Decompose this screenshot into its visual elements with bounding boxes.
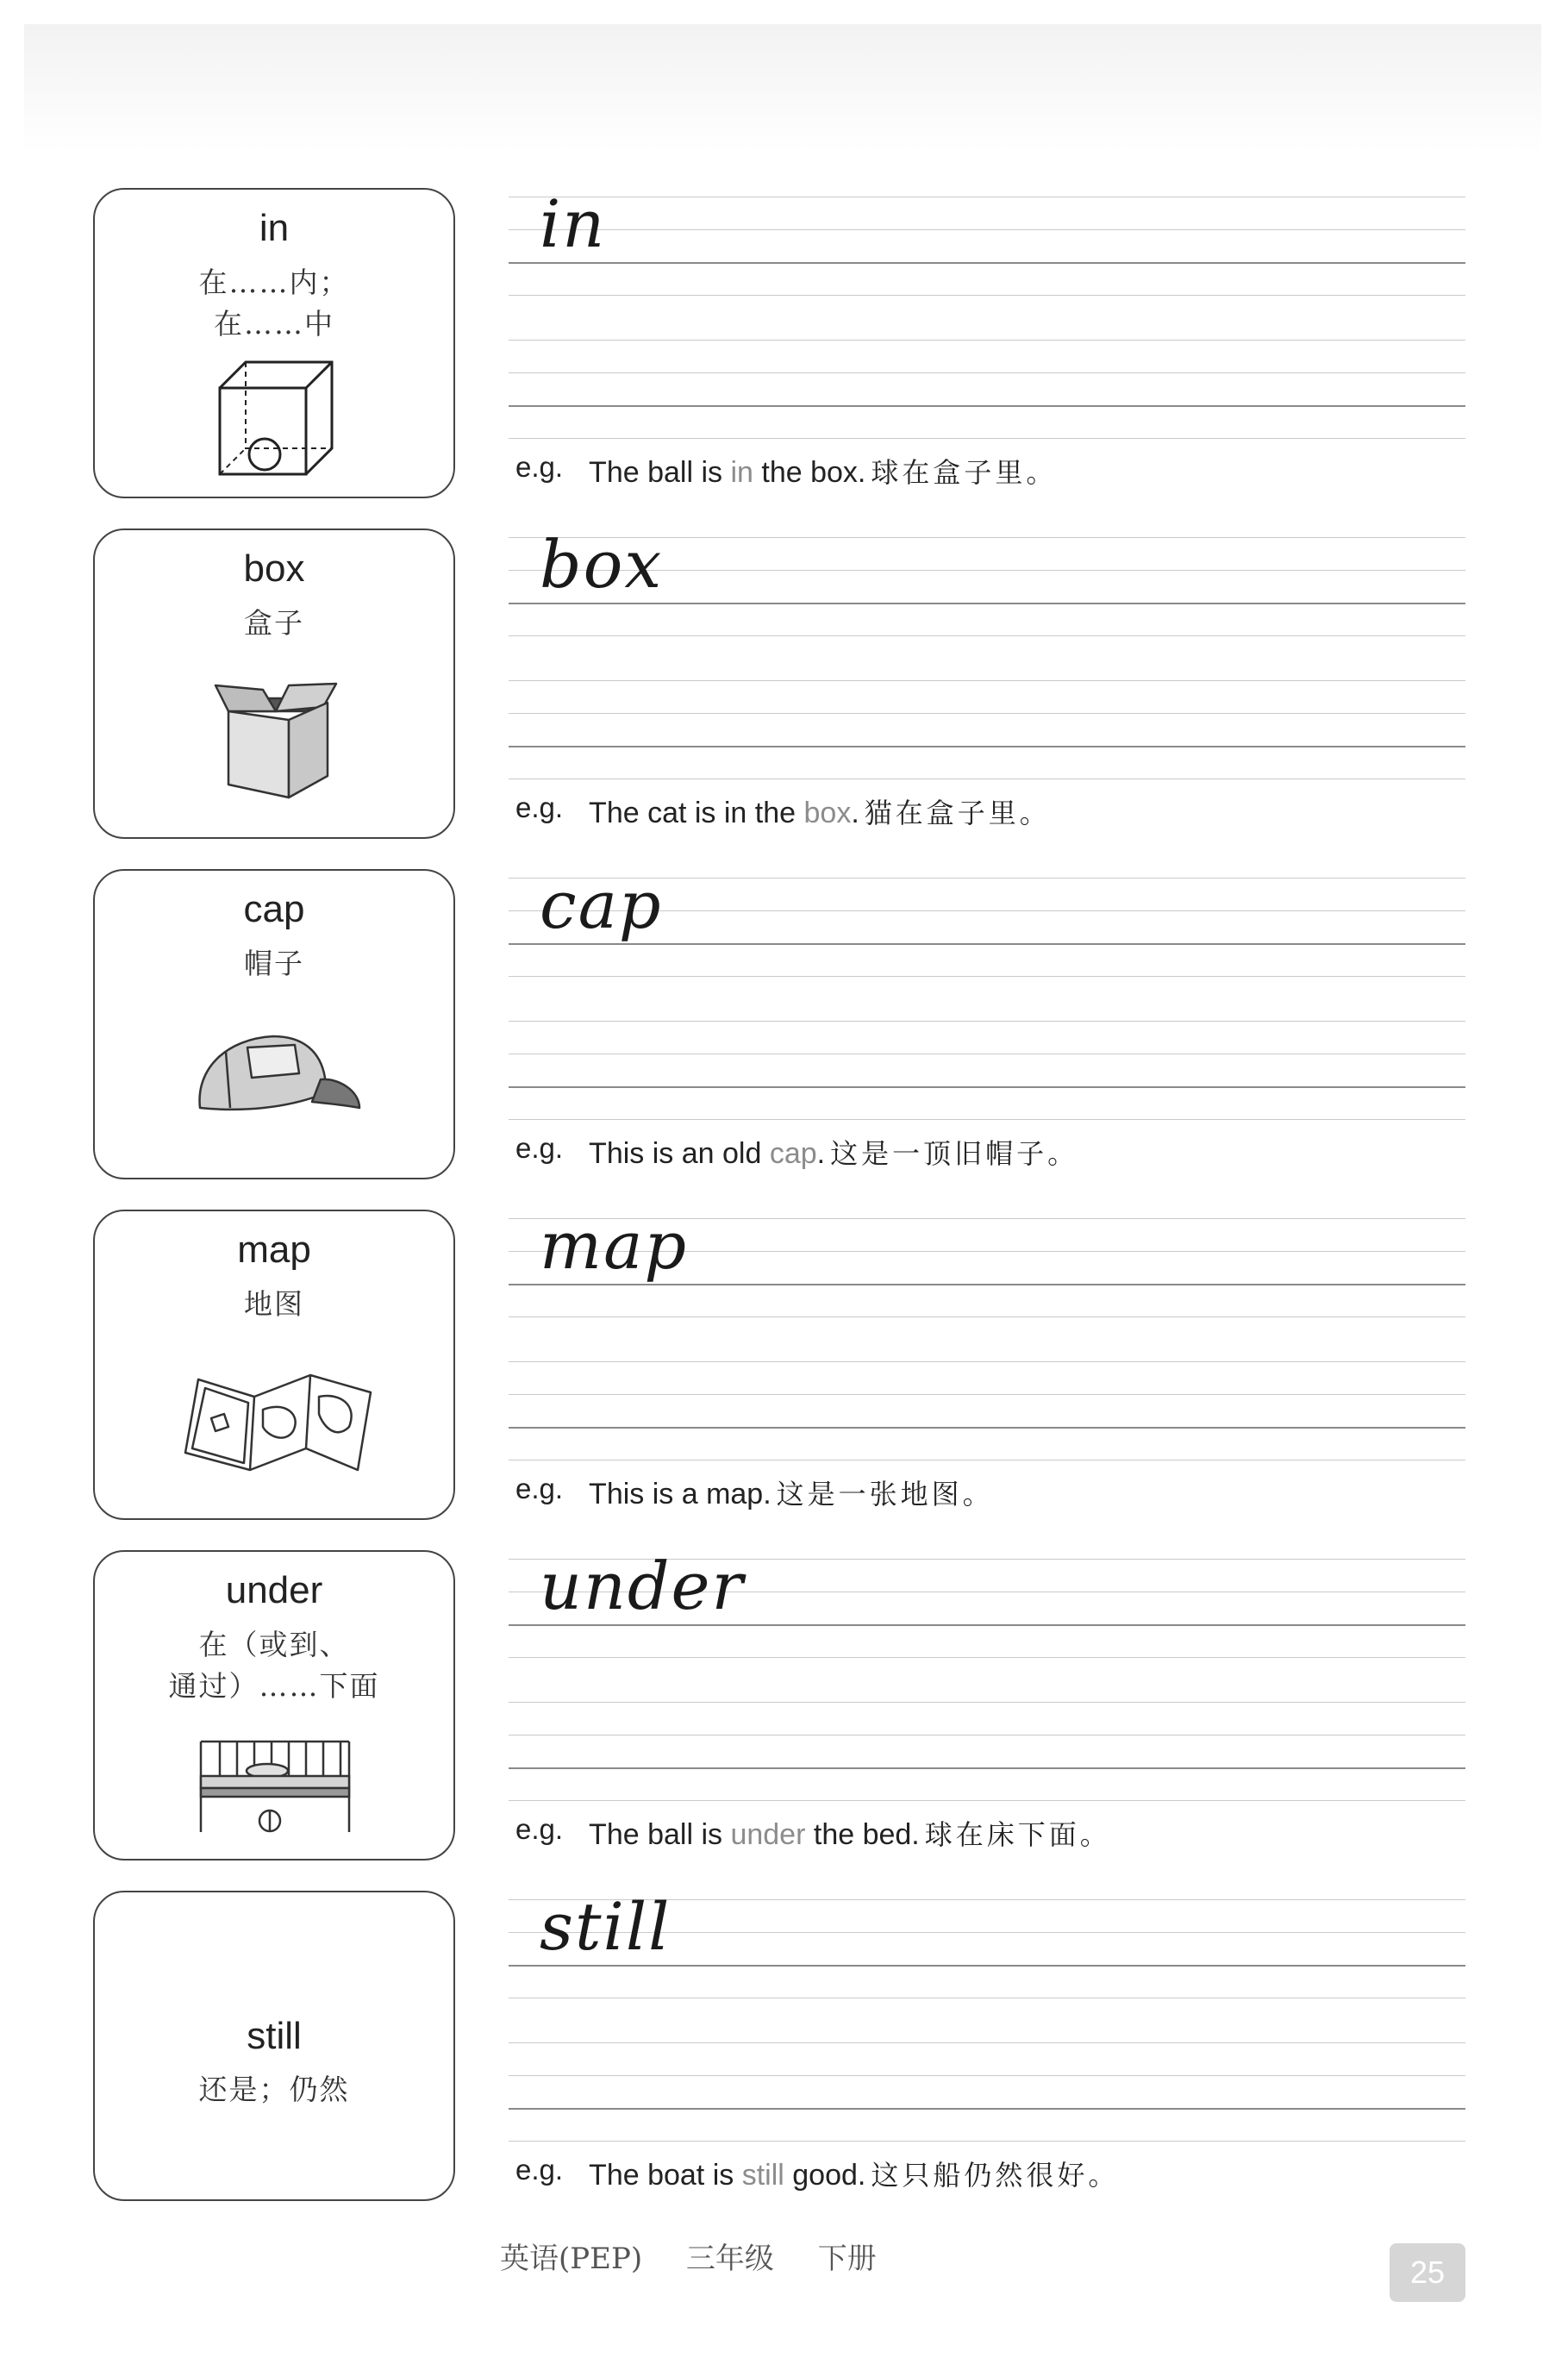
word-label: in — [259, 207, 290, 249]
entry-row-box — [0, 528, 1568, 869]
model-handwriting: still — [540, 1888, 672, 1965]
example-translation: 这只船仍然很好。 — [871, 2159, 1120, 2192]
example-sentence: e.g. The cat is in the box. 猫在盒子里。 — [515, 791, 1051, 829]
word-card — [93, 528, 455, 839]
footer-grade: 三年级 — [685, 2242, 774, 2276]
page-top-shade — [24, 24, 1541, 153]
entry-row-map — [0, 1207, 1568, 1550]
word-meaning: 帽子 — [244, 947, 304, 980]
writing-lines[interactable] — [509, 1550, 1465, 1800]
footer-volume: 下册 — [817, 2242, 877, 2276]
model-handwriting: map — [540, 1207, 689, 1284]
word-label: under — [225, 1569, 323, 1611]
highlighted-word: under — [730, 1818, 806, 1851]
example-translation: 这是一顶旧帽子。 — [830, 1137, 1079, 1170]
highlighted-word: in — [730, 456, 753, 489]
eg-label: e.g. — [515, 451, 564, 483]
entry-row-still — [0, 1888, 1568, 2231]
writing-lines[interactable] — [509, 528, 1465, 779]
word-card — [93, 188, 455, 498]
entry-row-in — [0, 185, 1568, 528]
word-card — [93, 1891, 455, 2201]
word-card — [93, 869, 455, 1179]
model-handwriting: in — [540, 185, 607, 262]
entry-row-under — [0, 1550, 1568, 1891]
model-handwriting: under — [540, 1548, 745, 1624]
example-translation: 球在床下面。 — [924, 1818, 1111, 1851]
eg-label: e.g. — [515, 1813, 564, 1845]
example-translation: 这是一张地图。 — [776, 1478, 994, 1510]
footer-subject: 英语(PEP) — [500, 2242, 643, 2276]
model-handwriting: cap — [540, 866, 663, 943]
example-sentence: e.g. This is a map. 这是一张地图。 — [515, 1473, 994, 1510]
cap-icon — [191, 1026, 364, 1129]
eg-label: e.g. — [515, 791, 564, 823]
example-sentence: e.g. The boat is still good. 这只船仍然很好。 — [515, 2154, 1120, 2192]
highlighted-word: cap — [769, 1137, 817, 1170]
word-card — [93, 1210, 455, 1520]
eg-label: e.g. — [515, 1473, 564, 1504]
word-meaning: 盒子 — [244, 606, 304, 640]
word-meaning: 在……内； 在……中 — [198, 266, 350, 341]
highlighted-word: box — [803, 797, 852, 829]
word-label: cap — [243, 888, 305, 930]
word-meaning: 地图 — [244, 1287, 304, 1321]
writing-lines[interactable] — [509, 185, 1465, 438]
word-card — [93, 1550, 455, 1861]
writing-lines[interactable] — [509, 866, 1465, 1119]
writing-lines[interactable] — [509, 1888, 1465, 2141]
model-handwriting: box — [540, 526, 664, 603]
map-icon — [181, 1366, 379, 1479]
word-meaning: 还是；仍然 — [198, 2073, 350, 2106]
example-sentence: e.g. The ball is in the box. 球在盒子里。 — [515, 451, 1058, 489]
entry-row-cap — [0, 866, 1568, 1210]
open-box-icon — [211, 668, 340, 806]
page-number: 25 — [1390, 2243, 1465, 2302]
example-translation: 猫在盒子里。 — [864, 797, 1051, 829]
bed-with-ball-icon — [194, 1733, 358, 1836]
word-label: still — [247, 2015, 302, 2057]
box-with-ball-icon — [211, 353, 340, 483]
eg-label: e.g. — [515, 1132, 564, 1164]
example-sentence: e.g. This is an old cap. 这是一顶旧帽子。 — [515, 1132, 1079, 1170]
word-meaning: 在（或到、 通过）……下面 — [168, 1628, 380, 1703]
page-footer — [500, 2235, 911, 2277]
eg-label: e.g. — [515, 2154, 564, 2186]
example-translation: 球在盒子里。 — [871, 456, 1058, 489]
word-label: box — [243, 547, 305, 590]
example-sentence: e.g. The ball is under the bed. 球在床下面。 — [515, 1813, 1111, 1851]
highlighted-word: still — [741, 2159, 784, 2192]
writing-lines[interactable] — [509, 1207, 1465, 1460]
word-label: map — [237, 1229, 311, 1271]
